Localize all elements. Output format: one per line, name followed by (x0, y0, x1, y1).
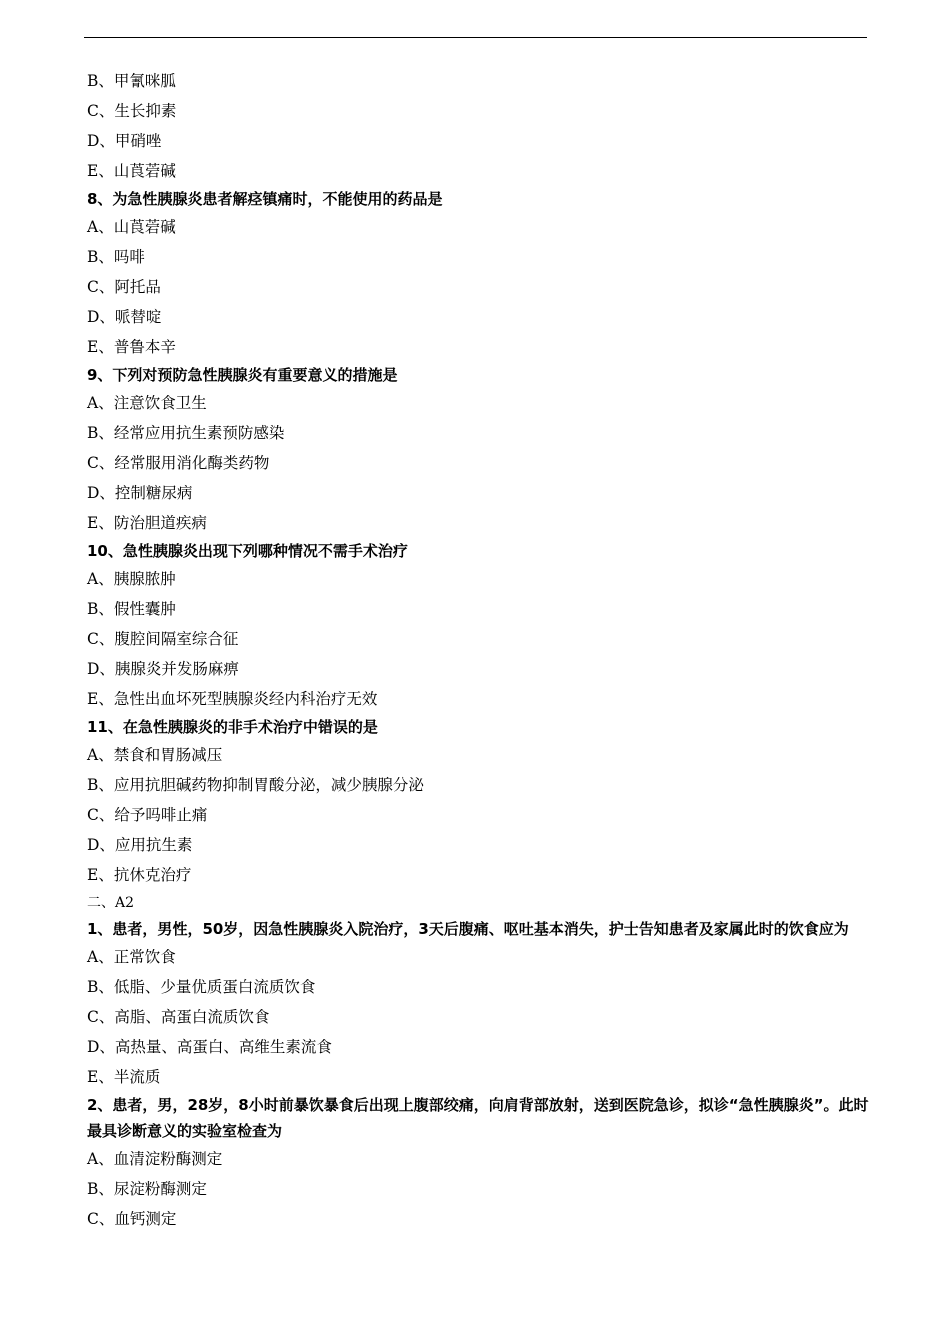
option-item: E、抗休克治疗 (87, 866, 192, 884)
option-item: A、禁食和胃肠减压 (87, 746, 223, 764)
option-item: E、急性出血坏死型胰腺炎经内科治疗无效 (87, 690, 378, 708)
option-item: D、哌替啶 (87, 308, 162, 326)
option-item: D、甲硝唑 (87, 132, 162, 150)
option-item: B、吗啡 (87, 248, 145, 266)
option-item: B、低脂、少量优质蛋白流质饮食 (87, 978, 316, 996)
option-item: C、给予吗啡止痛 (87, 806, 208, 824)
header-rule (84, 37, 867, 38)
question-stem: 10、急性胰腺炎出现下列哪种情况不需手术治疗 (87, 542, 408, 560)
option-item: C、腹腔间隔室综合征 (87, 630, 239, 648)
option-item: B、经常应用抗生素预防感染 (87, 424, 285, 442)
option-item: E、山莨菪碱 (87, 162, 176, 180)
option-item: A、注意饮食卫生 (87, 394, 207, 412)
option-item: B、假性囊肿 (87, 600, 176, 618)
question-stem: 1、患者，男性，50岁，因急性胰腺炎入院治疗，3天后腹痛、呕吐基本消失，护士告知患者及家属此时的饮食应为 (87, 920, 849, 938)
option-item: C、高脂、高蛋白流质饮食 (87, 1008, 270, 1026)
question-stem: 9、下列对预防急性胰腺炎有重要意义的措施是 (87, 366, 398, 384)
option-item: A、血清淀粉酶测定 (87, 1150, 223, 1168)
option-item: C、阿托品 (87, 278, 161, 296)
option-item: E、半流质 (87, 1068, 161, 1086)
option-item: A、山莨菪碱 (87, 218, 176, 236)
option-item: D、应用抗生素 (87, 836, 193, 854)
option-item: C、生长抑素 (87, 102, 177, 120)
question-stem: 2、患者，男，28岁，8小时前暴饮暴食后出现上腹部绞痛，向肩背部放射，送到医院急诊，拟诊“急性胰腺炎”。此时最具诊断意义的实验室检查为 (87, 1096, 869, 1140)
option-item: C、血钙测定 (87, 1210, 177, 1228)
option-item: D、控制糖尿病 (87, 484, 193, 502)
option-item: D、高热量、高蛋白、高维生素流食 (87, 1038, 332, 1056)
option-item: B、尿淀粉酶测定 (87, 1180, 207, 1198)
option-item: D、胰腺炎并发肠麻痹 (87, 660, 239, 678)
option-item: E、防治胆道疾病 (87, 514, 207, 532)
document-body (87, 66, 869, 1234)
question-stem: 11、在急性胰腺炎的非手术治疗中错误的是 (87, 718, 378, 736)
option-item: A、胰腺脓肿 (87, 570, 176, 588)
option-item: B、应用抗胆碱药物抑制胃酸分泌，减少胰腺分泌 (87, 776, 424, 794)
option-item: C、经常服用消化酶类药物 (87, 454, 270, 472)
option-item: E、普鲁本辛 (87, 338, 176, 356)
option-item: A、正常饮食 (87, 948, 176, 966)
question-stem: 8、为急性胰腺炎患者解痉镇痛时，不能使用的药品是 (87, 190, 443, 208)
option-item: B、甲氰咪胍 (87, 72, 176, 90)
section-heading: 二、A2 (87, 895, 135, 911)
